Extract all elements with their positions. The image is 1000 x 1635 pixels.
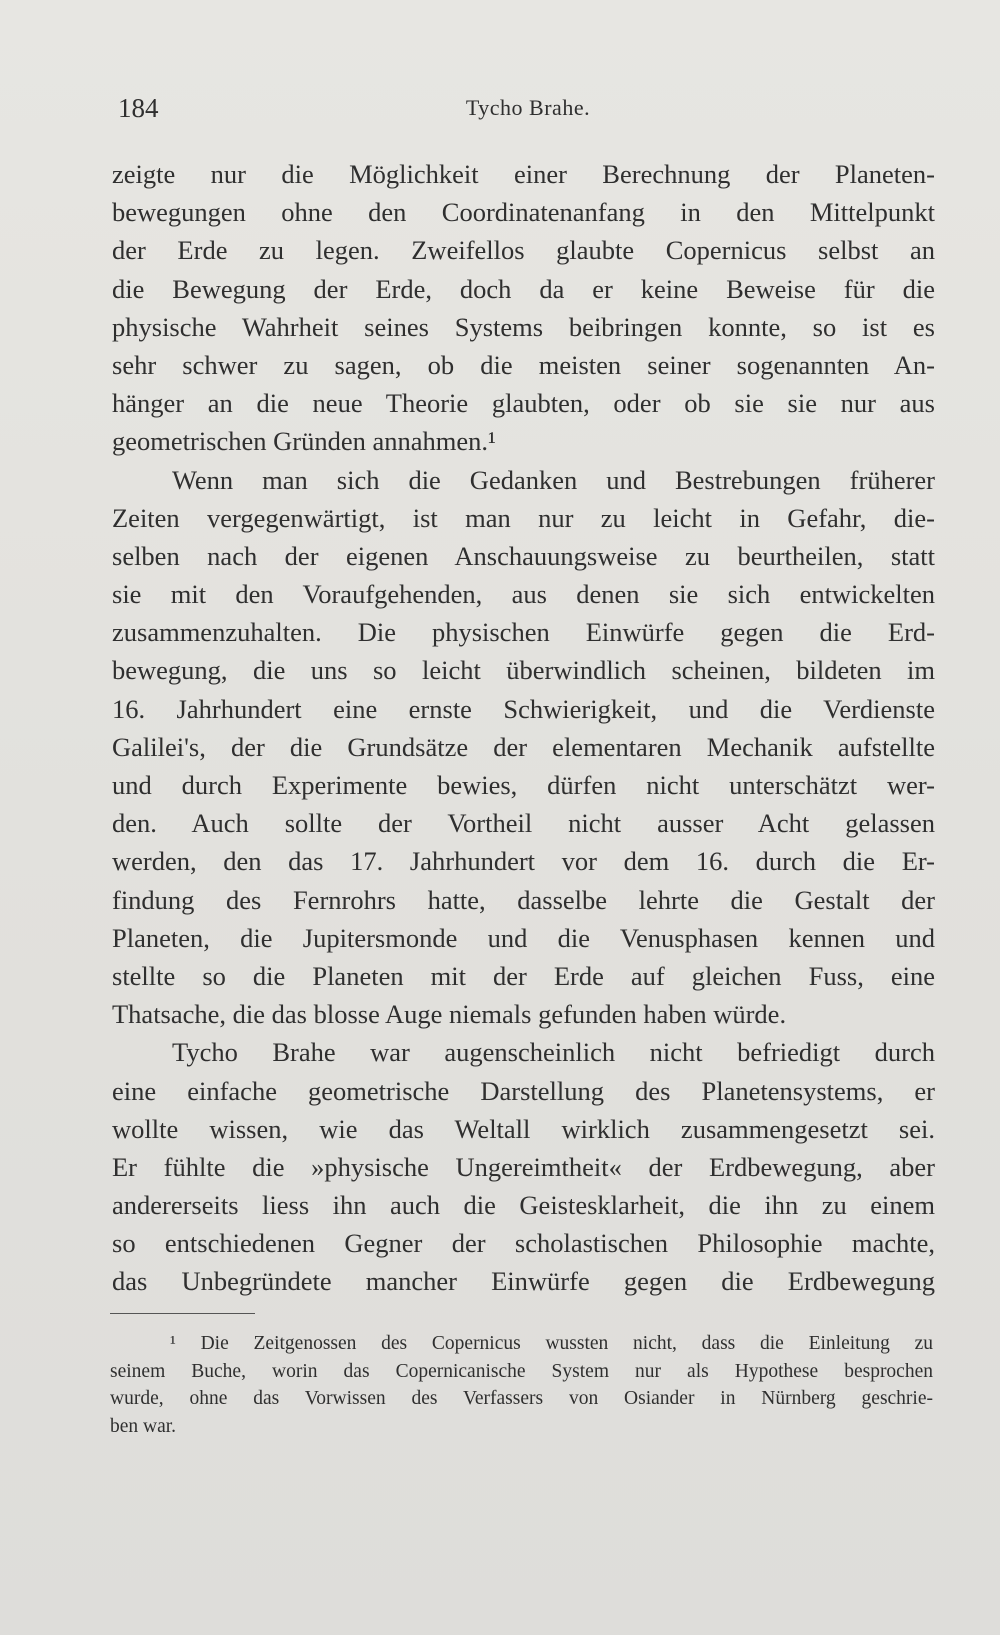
text-line: geometrischen Gründen annahmen.¹ [112, 426, 496, 457]
text-line: eine einfache geometrische Darstellung des Planetensystems, er [112, 1075, 935, 1106]
text-line: selben nach der eigenen Anschauungsweise zu beurtheilen, statt [112, 540, 935, 571]
text-line: stellte so die Planeten mit der Erde auf gleichen Fuss, eine [112, 960, 935, 991]
text-line: und durch Experimente bewies, dürfen nicht unterschätzt wer- [112, 770, 935, 800]
page-number: 184 [118, 93, 159, 123]
text-line: wollte wissen, wie das Weltall wirklich zusammengesetzt sei. [112, 1113, 935, 1144]
body-text [112, 155, 935, 1301]
text-line: die Bewegung der Erde, doch da er keine Beweise für die [112, 273, 935, 304]
footnote-divider [110, 1313, 255, 1314]
text-line: physische Wahrheit seines Systems beibringen konnte, so ist es [112, 311, 935, 342]
text-line: werden, den das 17. Jahrhundert vor dem 16. durch die Er- [112, 846, 935, 877]
running-title: Tycho Brahe. [465, 95, 591, 120]
text-line: Er fühlte die »physische Ungereimtheit« der Erdbewegung, aber [112, 1151, 935, 1182]
text-line: Galilei's, der die Grundsätze der elementaren Mechanik aufstellte [112, 731, 935, 762]
text-line: das Unbegründete mancher Einwürfe gegen die Erdbewegung [112, 1266, 935, 1297]
text-line: Zeiten vergegenwärtigt, ist man nur zu leicht in Gefahr, die- [112, 502, 935, 533]
text-line: sie mit den Voraufgehenden, aus denen sie sich entwickelten [112, 579, 935, 610]
text-line: Thatsache, die das blosse Auge niemals gefunden haben würde. [112, 999, 787, 1030]
text-line: den. Auch sollte der Vortheil nicht ausser Acht gelassen [112, 808, 935, 839]
text-line: bewegung, die uns so leicht überwindlich scheinen, bildeten im [112, 655, 935, 686]
text-line: findung des Fernrohrs hatte, dasselbe lehrte die Gestalt der [112, 884, 935, 915]
text-line: zeigte nur die Möglichkeit einer Berechnung der Planeten- [112, 159, 935, 189]
footnote-line: seinem Buche, worin das Copernicanische System nur als Hypothese besprochen [110, 1360, 933, 1382]
footnote-line: ¹ Die Zeitgenossen des Copernicus wussten nicht, dass die Einleitung zu [170, 1333, 933, 1354]
text-line: andererseits liess ihn auch die Geistesklarheit, die ihn zu einem [112, 1190, 935, 1221]
page-header [118, 93, 938, 127]
footnote-line: ben war. [110, 1415, 177, 1437]
text-line: so entschiedenen Gegner der scholastischen Philosophie machte, [112, 1228, 935, 1259]
footnotes [110, 1330, 933, 1440]
text-line: bewegungen ohne den Coordinatenanfang in den Mittelpunkt [112, 197, 935, 228]
text-line: Planeten, die Jupitersmonde und die Venusphasen kennen und [112, 922, 935, 953]
text-line: der Erde zu legen. Zweifellos glaubte Copernicus selbst an [112, 235, 935, 266]
text-line: zusammenzuhalten. Die physischen Einwürfe gegen die Erd- [112, 617, 935, 648]
text-line: Tycho Brahe war augenscheinlich nicht befriedigt durch [172, 1037, 935, 1068]
text-line: hänger an die neue Theorie glaubten, oder ob sie sie nur aus [112, 388, 935, 419]
text-line: Wenn man sich die Gedanken und Bestrebungen früherer [172, 464, 935, 495]
text-line: sehr schwer zu sagen, ob die meisten seiner sogenannten An- [112, 349, 935, 380]
footnote-line: wurde, ohne das Vorwissen des Verfassers von Osiander in Nürnberg geschrie- [110, 1388, 933, 1409]
text-line: 16. Jahrhundert eine ernste Schwierigkeit, und die Verdienste [112, 693, 935, 724]
